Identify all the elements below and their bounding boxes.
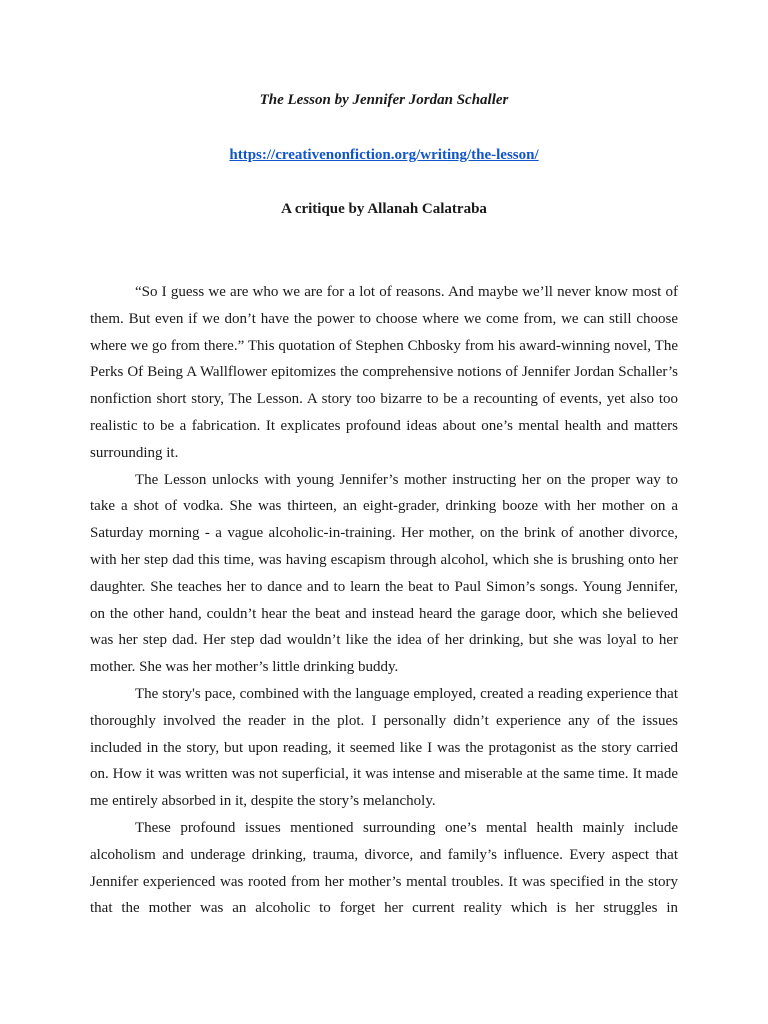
source-link[interactable]: https://creativenonfiction.org/writing/the-lesson/ bbox=[229, 147, 539, 163]
paragraph: The Lesson unlocks with young Jennifer’s mother instructing her on the proper way to take a shot of vodka. She was thirteen, an eight-grader, drinking booze with her mother on a Saturday morning - a vague alcoholic-in-training. Her mother, on the brink of another divorce, with her step dad this time, was having escapism through alcohol, which she is brushing onto her daughter. She teaches her to dance and to learn the beat to Paul Simon’s songs. Young Jennifer, on the other hand, couldn’t hear the beat and instead heard the garage door, which she believed was her step dad. Her step dad wouldn’t like the idea of her drinking, but she was loyal to her mother. She was her mother’s little drinking buddy. bbox=[90, 471, 678, 676]
source-link-line bbox=[0, 147, 768, 164]
body-text bbox=[90, 279, 678, 922]
paragraph: The story's pace, combined with the language employed, created a reading experience that thoroughly involved the reader in the plot. I personally didn’t experience any of the issues included in the story, but upon reading, it seemed like I was the protagonist as the story carried on. How it was written was not superficial, it was intense and miserable at the same time. It made me entirely absorbed in it, despite the story’s melancholy. bbox=[90, 685, 678, 810]
paragraph: “So I guess we are who we are for a lot of reasons. And maybe we’ll never know most of them. But even if we don’t have the power to choose where we come from, we can still choose where we go from there.” This quotation of Stephen Chbosky from his award-winning novel, The Perks Of Being A Wallflower epitomizes the comprehensive notions of Jennifer Jordan Schaller’s nonfiction short story, The Lesson. A story too bizarre to be a recounting of events, yet also too realistic to be a fabrication. It explicates profound ideas about one’s mental health and matters surrounding it. bbox=[90, 284, 678, 461]
document-title: The Lesson by Jennifer Jordan Schaller bbox=[259, 92, 509, 108]
byline: A critique by Allanah Calatraba bbox=[281, 201, 487, 217]
paragraph: These profound issues mentioned surrounding one’s mental health mainly include alcoholism and underage drinking, trauma, divorce, and family’s influence. Every aspect that Jennifer experienced was rooted from her mother’s mental troubles. It was specified in the story that the mother was an alcoholic to forget her current reality which is her struggles in bbox=[90, 819, 678, 917]
